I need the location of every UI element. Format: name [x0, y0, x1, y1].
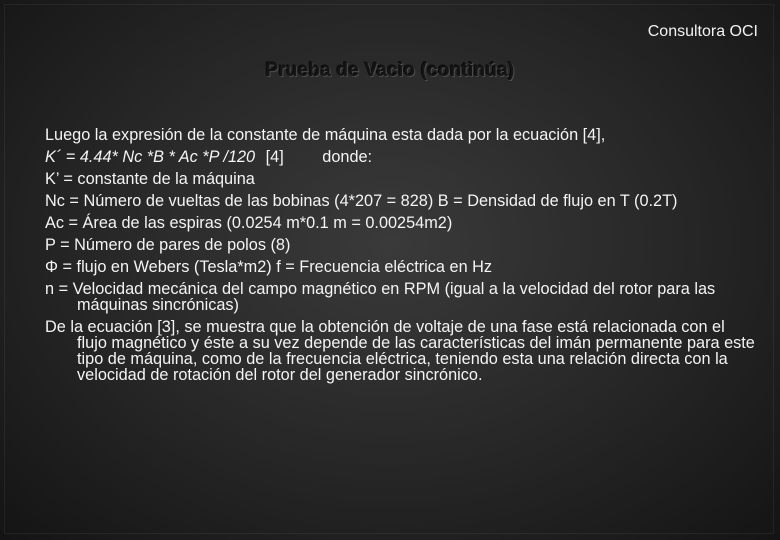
paragraph-ac: Ac = Área de las espiras (0.0254 m*0.1 m = 0.00254m2): [45, 214, 453, 232]
slide-title: Prueba de Vacio (continúa): [265, 60, 515, 81]
paragraph-nc: Nc = Número de vueltas de las bobinas (4*207 = 828) B = Densidad de flujo en T (0.2T): [45, 192, 678, 210]
slide-body: [45, 127, 757, 389]
paragraph-phi: Φ = flujo en Webers (Tesla*m2) f = Frecuencia eléctrica en Hz: [45, 258, 493, 276]
paragraph-p: P = Número de pares de polos (8): [45, 236, 291, 254]
paragraph-formula: [45, 149, 757, 165]
formula-donde: donde:: [322, 148, 373, 166]
formula-text: K´ = 4.44* Nc *B * Ac *P /120: [45, 148, 256, 166]
brand-label: Consultora OCI: [647, 23, 758, 40]
formula-ref: [4]: [265, 148, 284, 166]
paragraph-n: n = Velocidad mecánica del campo magnético en RPM (igual a la velocidad del rotor para las máquinas sincrónicas): [45, 280, 716, 314]
paragraph-intro: Luego la expresión de la constante de máquina esta dada por la ecuación [4],: [45, 126, 606, 144]
paragraph-k: K’ = constante de la máquina: [45, 170, 255, 188]
paragraph-conclusion: De la ecuación [3], se muestra que la obtención de voltaje de una fase está relacionada con el flujo magnético y éste a su vez depende de las características del imán permanente para este tipo de máquina, como de la frecuencia eléctrica, teniendo esta una relación directa con la velocidad de rotación del rotor del generador sincrónico.: [45, 318, 755, 384]
